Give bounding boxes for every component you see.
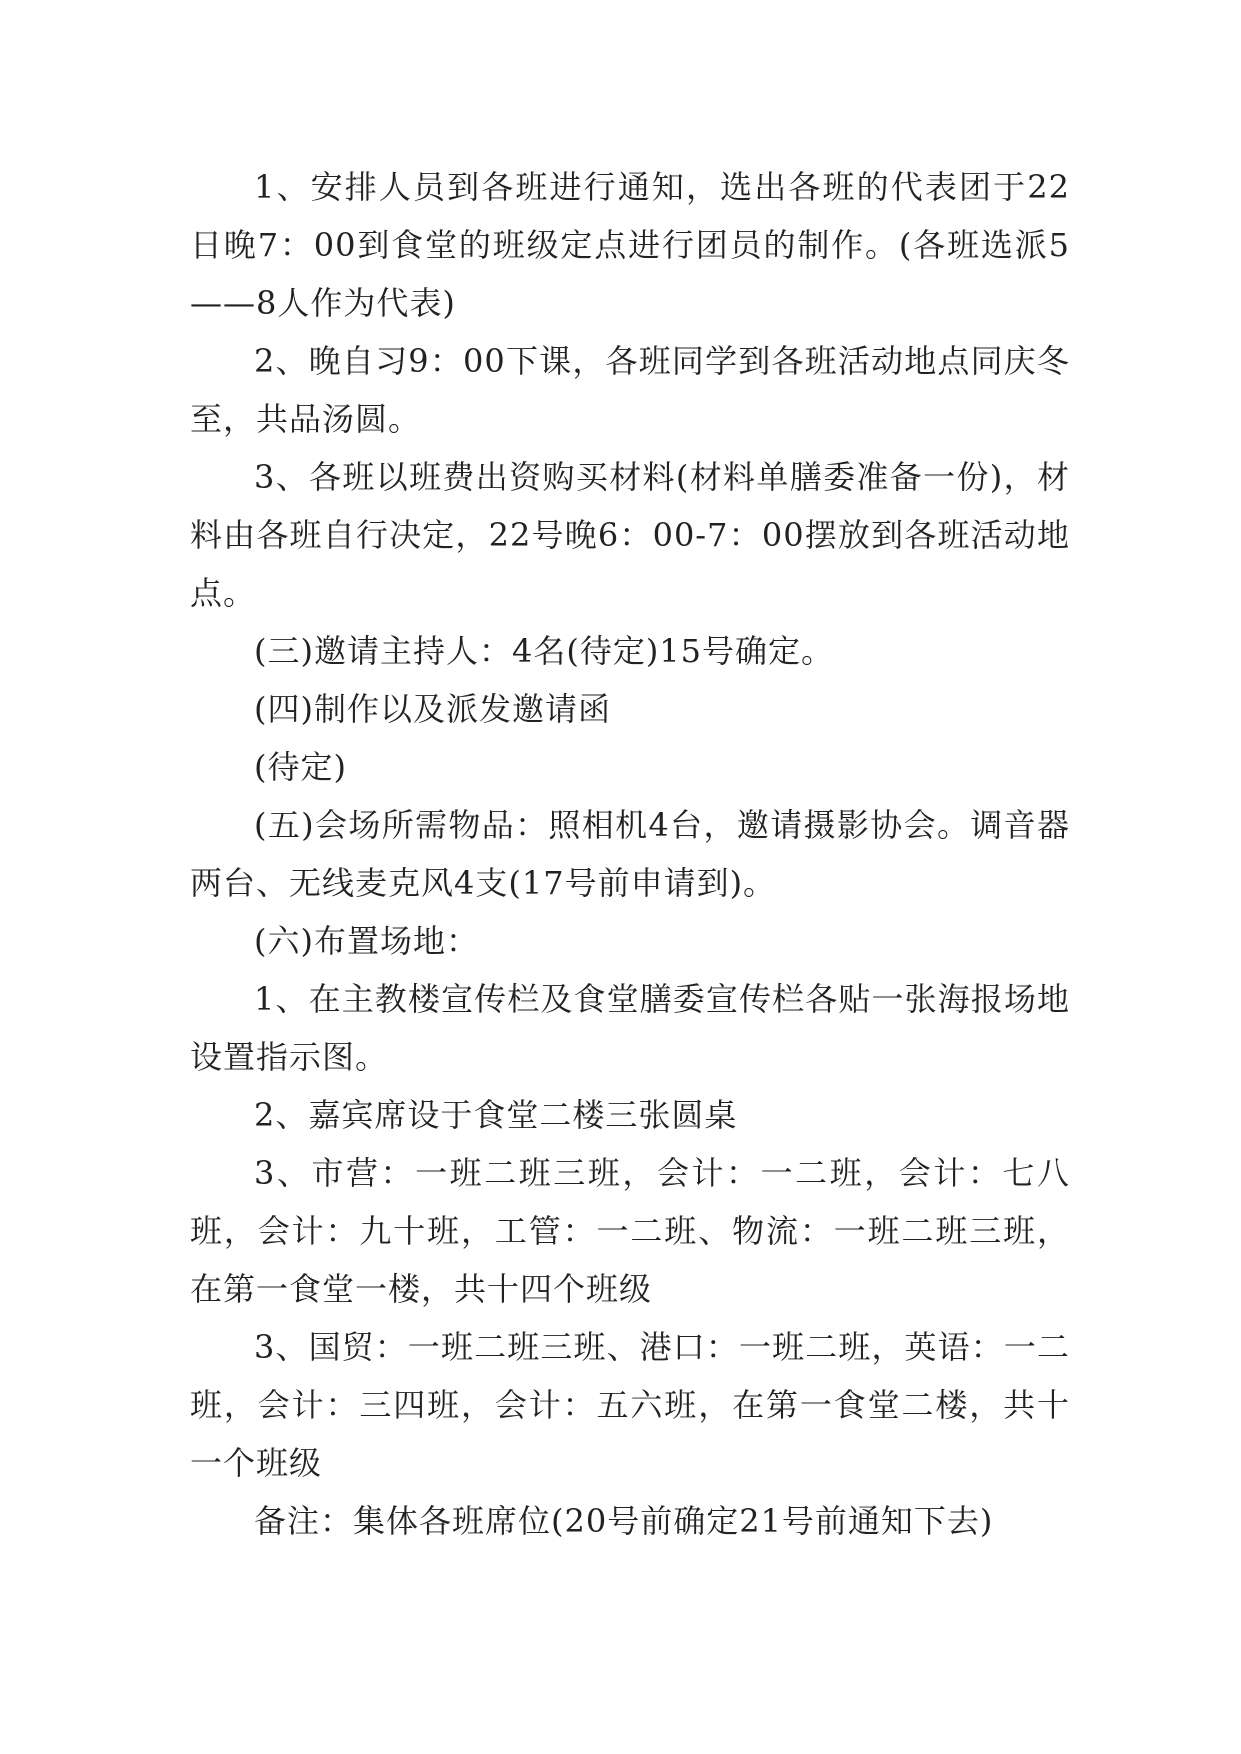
document-body xyxy=(190,158,1070,1550)
paragraph: 2、晚自习9：00下课，各班同学到各班活动地点同庆冬至，共品汤圆。 xyxy=(190,342,1070,438)
paragraph: 备注：集体各班席位(20号前确定21号前通知下去) xyxy=(254,1502,994,1540)
paragraph: 2、嘉宾席设于食堂二楼三张圆桌 xyxy=(254,1096,738,1134)
paragraph: (四)制作以及派发邀请函 xyxy=(254,690,611,728)
paragraph: 3、国贸：一班二班三班、港口：一班二班，英语：一二班，会计：三四班，会计：五六班，在第一食堂二楼，共十一个班级 xyxy=(190,1328,1070,1482)
paragraph: (五)会场所需物品：照相机4台，邀请摄影协会。调音器两台、无线麦克风4支(17号前申请到)。 xyxy=(190,806,1070,902)
paragraph: 1、安排人员到各班进行通知，选出各班的代表团于22日晚7：00到食堂的班级定点进行团员的制作。(各班选派5——8人作为代表) xyxy=(190,168,1070,322)
paragraph: (待定) xyxy=(254,748,347,786)
paragraph: 3、各班以班费出资购买材料(材料单膳委准备一份)，材料由各班自行决定，22号晚6：00-7：00摆放到各班活动地点。 xyxy=(190,458,1070,612)
paragraph: (三)邀请主持人：4名(待定)15号确定。 xyxy=(254,632,835,670)
paragraph: 1、在主教楼宣传栏及食堂膳委宣传栏各贴一张海报场地设置指示图。 xyxy=(190,980,1070,1076)
paragraph: (六)布置场地： xyxy=(254,922,479,960)
paragraph: 3、市营：一班二班三班，会计：一二班，会计：七八班，会计：九十班，工管：一二班、物流：一班二班三班，在第一食堂一楼，共十四个班级 xyxy=(190,1154,1070,1308)
